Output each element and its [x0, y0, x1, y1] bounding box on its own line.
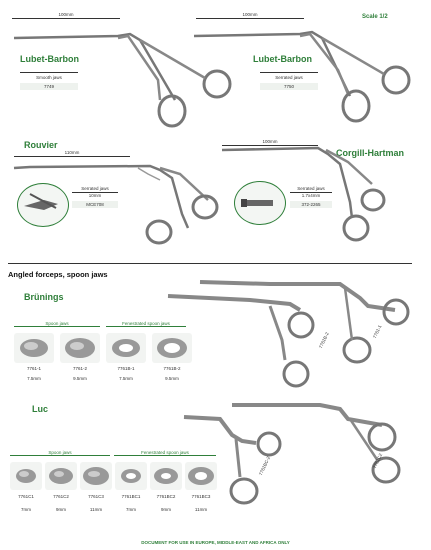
footer-note: DOCUMENT FOR USE IN EUROPE, MIDDLE-EAST AND AFRICA ONLY: [141, 540, 290, 545]
corgill-title: Corgill-Hartman: [336, 148, 405, 158]
list-item: [45, 462, 77, 490]
rouvier-title: Rouvier: [24, 140, 58, 150]
product-code: 7761B-2: [163, 366, 181, 371]
fenestrated-jaw-icon: [185, 462, 217, 490]
luc-tile-row: [10, 462, 220, 522]
jaw-size: 7.5mm: [119, 376, 133, 381]
jaw-size: 9.5mm: [165, 376, 179, 381]
spoon-jaw-icon: [60, 333, 100, 363]
jaw-type: Serrated jaws: [81, 186, 109, 191]
list-item: [185, 462, 217, 490]
list-item: [106, 333, 146, 363]
product-code: 7761C3: [88, 494, 104, 499]
product-code: 7761B-1: [117, 366, 135, 371]
luc-instr-label-2: 7761C2: [372, 452, 384, 470]
jaw-type: Serrated jaws: [297, 186, 325, 191]
lubet-2-title: Lubet-Barbon: [253, 54, 312, 64]
jaw-size: 7mm: [21, 507, 31, 512]
brunings-title: Brünings: [24, 292, 64, 302]
list-item: [150, 462, 182, 490]
lubet-2-spec: [260, 72, 318, 90]
jaw-type: Smooth jaws: [20, 72, 78, 80]
brunings-group-spoon: Spoon jaws: [14, 321, 100, 327]
dimension-label: 110mm: [64, 150, 80, 155]
luc-instr-label-1: 7761BC-2: [258, 455, 272, 477]
list-item: [152, 333, 192, 363]
list-item: [80, 462, 112, 490]
list-item: [115, 462, 147, 490]
jaw-size: 11mm: [194, 507, 208, 512]
spoon-jaw-icon: [14, 333, 54, 363]
dimension-label: 100mm: [58, 12, 74, 17]
jaw-size: 9mm: [56, 507, 66, 512]
product-code: 7761-2: [72, 366, 87, 371]
luc-group-fenestrated: Fenestrated spoon jaws: [114, 450, 216, 456]
product-code: 7761BC1: [121, 494, 141, 499]
list-item: [14, 333, 54, 363]
fenestrated-jaw-icon: [115, 462, 147, 490]
corgill-instrument: [0, 140, 431, 250]
product-code: 7750: [260, 83, 318, 90]
spoon-jaw-icon: [45, 462, 77, 490]
product-code: 7749: [20, 83, 78, 90]
spoon-jaw-icon: [80, 462, 112, 490]
corgill-spec: [290, 186, 332, 208]
dimension-label: 100mm: [262, 139, 278, 144]
product-code: 7761BC2: [156, 494, 176, 499]
dimension-label: 100mm: [242, 12, 258, 17]
fenestrated-jaw-icon: [152, 333, 192, 363]
jaw-size: 9.5mm: [73, 376, 87, 381]
jaw-size: 10mm: [72, 192, 118, 198]
corgill-jaw-detail: [234, 181, 286, 225]
spoon-jaw-icon: [10, 462, 42, 490]
jaw-size: 11mm: [89, 507, 103, 512]
product-code: MCE708: [72, 201, 118, 208]
fenestrated-jaw-icon: [150, 462, 182, 490]
section-divider: [8, 263, 412, 264]
list-item: [60, 333, 100, 363]
product-code: 7761C1: [18, 494, 34, 499]
jaw-type: Serrated jaws: [260, 72, 318, 80]
jaw-size: 9mm: [161, 507, 171, 512]
brunings-instr-label-2: 7761-1: [372, 324, 383, 340]
jaw-size: 7.5mm: [27, 376, 41, 381]
jaw-detail-icon: [235, 182, 285, 224]
product-code: 372-2265: [290, 201, 332, 208]
fenestrated-jaw-icon: [106, 333, 146, 363]
lubet-1-title: Lubet-Barbon: [20, 54, 79, 64]
brunings-instr-label-1: 7761B-2: [318, 331, 330, 350]
luc-title: Luc: [32, 404, 49, 414]
jaw-size: 7mm: [126, 507, 136, 512]
lubet-2-instrument: [0, 0, 431, 140]
section-title: Angled forceps, spoon jaws: [8, 270, 108, 279]
list-item: [10, 462, 42, 490]
product-code: 7761-1: [26, 366, 41, 371]
scale-label: Scale 1/2: [362, 14, 388, 20]
product-code: 7761BC3: [191, 494, 211, 499]
product-code: 7761C2: [53, 494, 69, 499]
jaw-size: 1.7x4mm: [290, 192, 332, 198]
brunings-group-fenestrated: Fenestrated spoon jaws: [106, 321, 186, 327]
brunings-tile-row: [14, 333, 194, 383]
luc-group-spoon: Spoon jaws: [10, 450, 110, 456]
